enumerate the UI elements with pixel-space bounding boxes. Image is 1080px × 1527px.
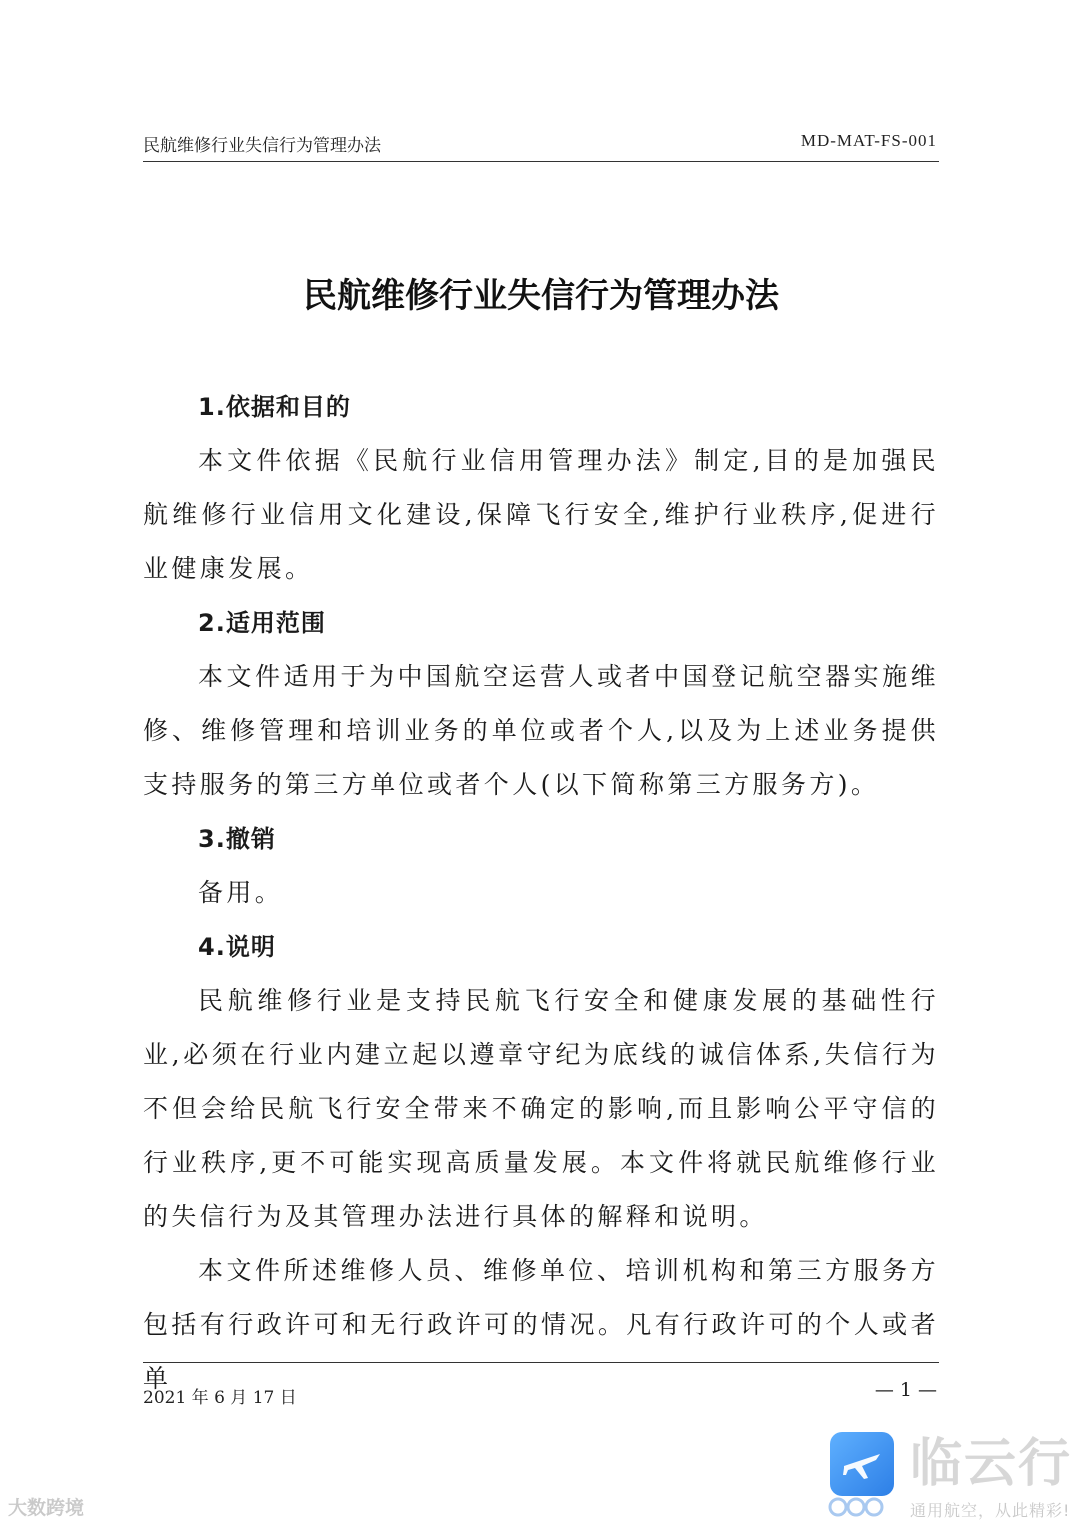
document-title: 民航维修行业失信行为管理办法	[303, 276, 779, 316]
section-paragraph: 本文件依据《民航行业信用管理办法》制定,目的是加强民航维修行业信用文化建设,保障飞行安全,维护行业秩序,促进行业健康发展。	[143, 446, 939, 583]
section-paragraph: 民航维修行业是支持民航飞行安全和健康发展的基础性行业,必须在行业内建立起以遵章守纪为底线的诚信体系,失信行为不但会给民航飞行安全带来不确定的影响,而且影响公平守信的行业秩序,更不可能实现高质量发展。本文件将就民航维修行业的失信行为及其管理办法进行具体的解释和说明。	[143, 986, 939, 1231]
watermark-brand-name: 临云行	[910, 1434, 1073, 1494]
airplane-logo-icon	[830, 1432, 894, 1496]
document-body	[143, 380, 939, 1406]
watermark-slogan: 通用航空，从此精彩!	[910, 1501, 1071, 1520]
section-paragraph: 本文件所述维修人员、维修单位、培训机构和第三方服务方包括有行政许可和无行政许可的情况。凡有行政许可的个人或者单	[143, 1256, 939, 1393]
footer-date: 2021 年 6 月 17 日	[143, 1388, 297, 1408]
page-number: — 1 —	[874, 1379, 937, 1401]
footer-rule	[143, 1362, 939, 1363]
section-heading: 3.撤销	[198, 825, 276, 853]
section-heading: 4.说明	[198, 933, 276, 961]
section-heading: 1.依据和目的	[198, 393, 351, 421]
section-paragraph: 备用。	[198, 878, 284, 907]
header-rule	[143, 161, 939, 162]
section-paragraph: 本文件适用于为中国航空运营人或者中国登记航空器实施维修、维修管理和培训业务的单位或者个人,以及为上述业务提供支持服务的第三方单位或者个人(以下简称第三方服务方)。	[143, 662, 939, 799]
watermark-left: 大数跨境	[8, 1497, 85, 1519]
section-heading: 2.适用范围	[198, 609, 326, 637]
header-doc-code: MD-MAT-FS-001	[800, 131, 937, 150]
watermark-brand	[826, 1430, 1080, 1527]
header-doc-name: 民航维修行业失信行为管理办法	[143, 136, 381, 156]
cloud-icon	[826, 1492, 886, 1522]
